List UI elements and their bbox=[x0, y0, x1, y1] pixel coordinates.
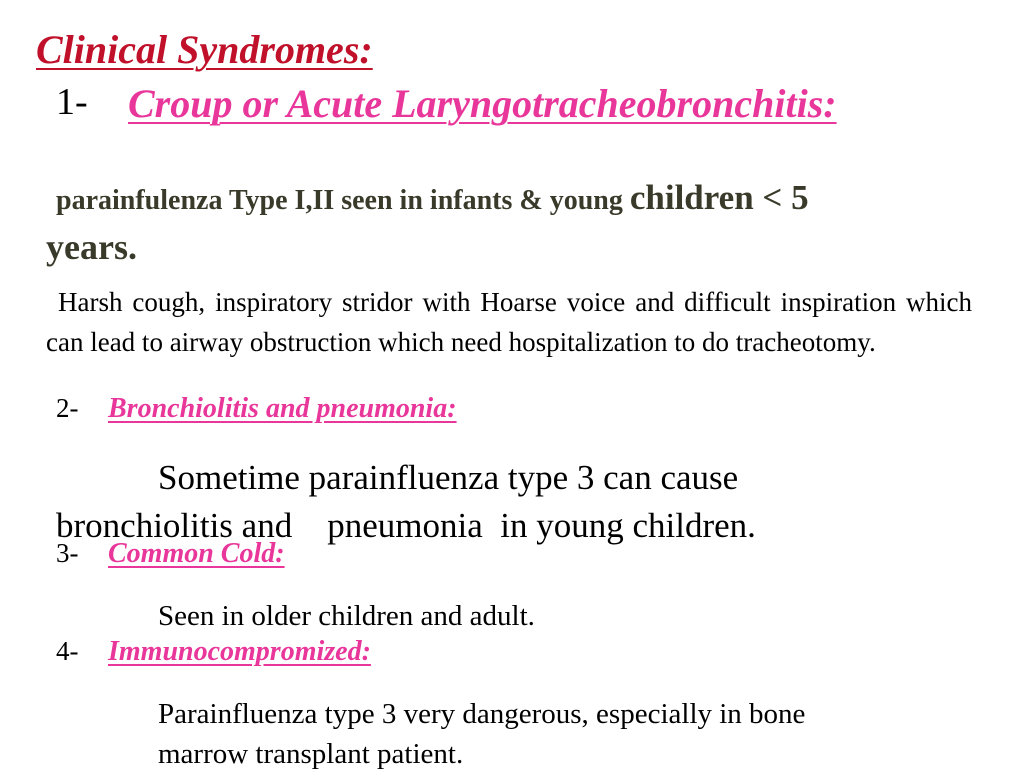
section-1-line-1-text: parainfulenza Type I,II seen in infants & young bbox=[56, 185, 630, 216]
section-3-heading: Common Cold: bbox=[108, 538, 285, 569]
section-2-heading: Bronchiolitis and pneumonia: bbox=[108, 393, 457, 424]
section-1-line-1 bbox=[56, 178, 809, 218]
section-1-line-2: years. bbox=[46, 227, 137, 267]
section-3-number: 3- bbox=[56, 538, 79, 568]
section-2-line-2: bronchiolitis and pneumonia in young children. bbox=[56, 506, 756, 545]
section-4-number: 4- bbox=[56, 636, 79, 666]
section-1-paragraph bbox=[46, 282, 972, 362]
section-1-heading: Croup or Acute Laryngotracheobronchitis: bbox=[128, 81, 837, 126]
section-1-line-1-emphasis: children < 5 bbox=[629, 178, 809, 217]
section-4-line-2: marrow transplant patient. bbox=[158, 738, 464, 770]
section-3-line-1: Seen in older children and adult. bbox=[158, 600, 535, 632]
section-4-line-1: Parainfluenza type 3 very dangerous, especially in bone bbox=[158, 698, 806, 730]
section-1-paragraph-text: Harsh cough, inspiratory stridor with Hoarse voice and difficult inspiration which can lead to airway obstruction which need hospitalization to do tracheotomy. bbox=[46, 287, 972, 357]
section-1-number: 1- bbox=[56, 81, 88, 123]
page-title: Clinical Syndromes: bbox=[36, 27, 373, 72]
section-2-line-1: Sometime parainfluenza type 3 can cause bbox=[158, 458, 739, 497]
section-2-number: 2- bbox=[56, 393, 79, 423]
section-4-heading: Immunocompromized: bbox=[108, 636, 371, 667]
